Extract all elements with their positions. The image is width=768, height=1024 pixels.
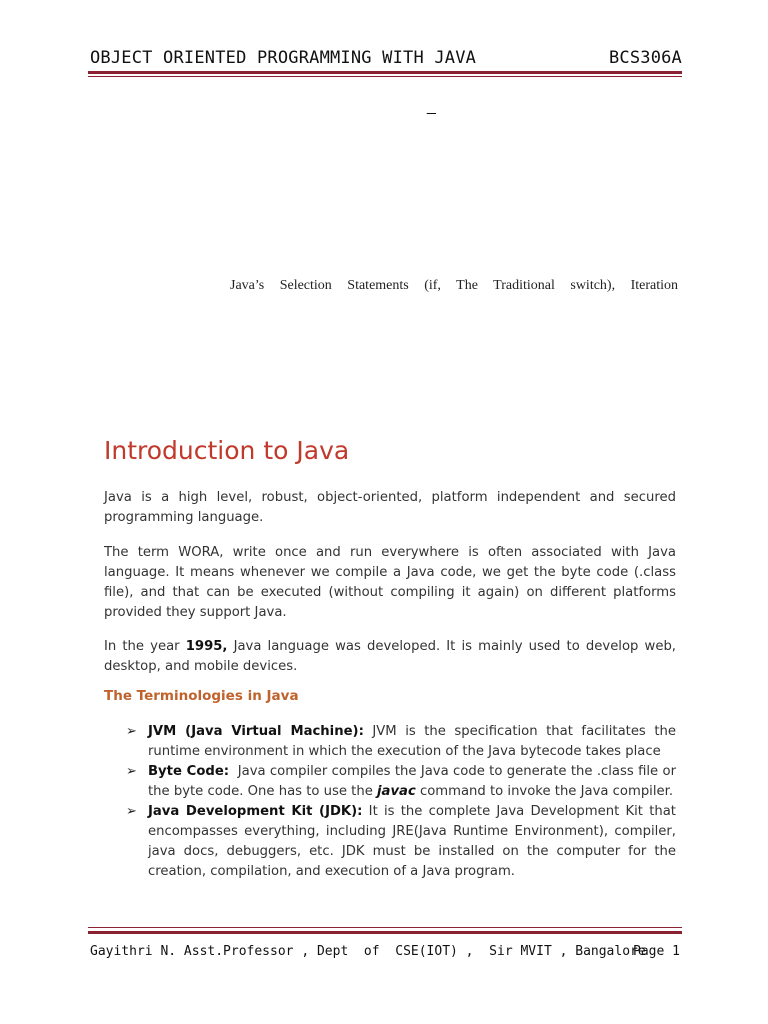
footer-rule xyxy=(88,931,682,934)
arrow-bullet-icon: ➢ xyxy=(126,764,137,779)
terminologies-list xyxy=(126,722,681,882)
intro-paragraph-3 xyxy=(104,637,676,677)
p3-year: 1995, xyxy=(185,639,228,654)
term-label: JVM (Java Virtual Machine): xyxy=(148,724,364,739)
page-number: Page 1 xyxy=(633,944,680,959)
syllabus-line: Java’s Selection Statements (if, The Traditional switch), Iteration xyxy=(230,278,678,293)
term-text-after: command to invoke the Java compiler. xyxy=(415,784,674,799)
p3-prefix: In the year xyxy=(104,639,186,654)
list-item-jdk xyxy=(126,802,676,882)
dash-mark: _ xyxy=(427,98,436,115)
javac-keyword: javac xyxy=(377,784,416,799)
section-title: Introduction to Java xyxy=(104,436,350,465)
term-text: JVM is the specification that facilitates the runtime environment in which the execution of the Java bytecode takes place xyxy=(148,724,676,759)
list-item-bytecode xyxy=(126,762,681,802)
header-rule xyxy=(88,71,682,74)
course-title: OBJECT ORIENTED PROGRAMMING WITH JAVA xyxy=(90,48,477,68)
footer-author: Gayithri N. Asst.Professor , Dept of CSE(IOT) , Sir MVIT , Bangalore xyxy=(90,944,646,959)
p3-suffix: Java language was developed. It is mainly used to develop web, desktop, and mobile devices. xyxy=(104,639,677,674)
term-label: Java Development Kit (JDK): xyxy=(148,804,363,819)
term-text: It is the complete Java Development Kit that encompasses everything, including JRE(Java Runtime Environment), compiler, java docs, debuggers, etc. JDK must be installed on the computer for the creation, compilation, and execution of a Java program. xyxy=(148,804,676,879)
course-code: BCS306A xyxy=(608,48,682,68)
term-text-before: Java compiler compiles the Java code to generate the .class file or the byte code. One has to use the xyxy=(148,764,681,799)
term-label: Byte Code: xyxy=(148,764,230,779)
list-item-jvm xyxy=(126,722,676,762)
arrow-bullet-icon: ➢ xyxy=(126,804,137,819)
arrow-bullet-icon: ➢ xyxy=(126,724,137,739)
terminologies-heading: The Terminologies in Java xyxy=(104,688,299,704)
footer-rule-thin xyxy=(88,927,682,928)
header-rule-thin xyxy=(88,76,682,77)
intro-paragraph-1: Java is a high level, robust, object-oriented, platform independent and secured programming language. xyxy=(104,490,676,525)
intro-paragraph-2: The term WORA, write once and run everywhere is often associated with Java language. It means whenever we compile a Java code, we get the byte code (.class file), and that can be executed (without compiling it again) on different platforms provided they support Java. xyxy=(104,545,676,620)
